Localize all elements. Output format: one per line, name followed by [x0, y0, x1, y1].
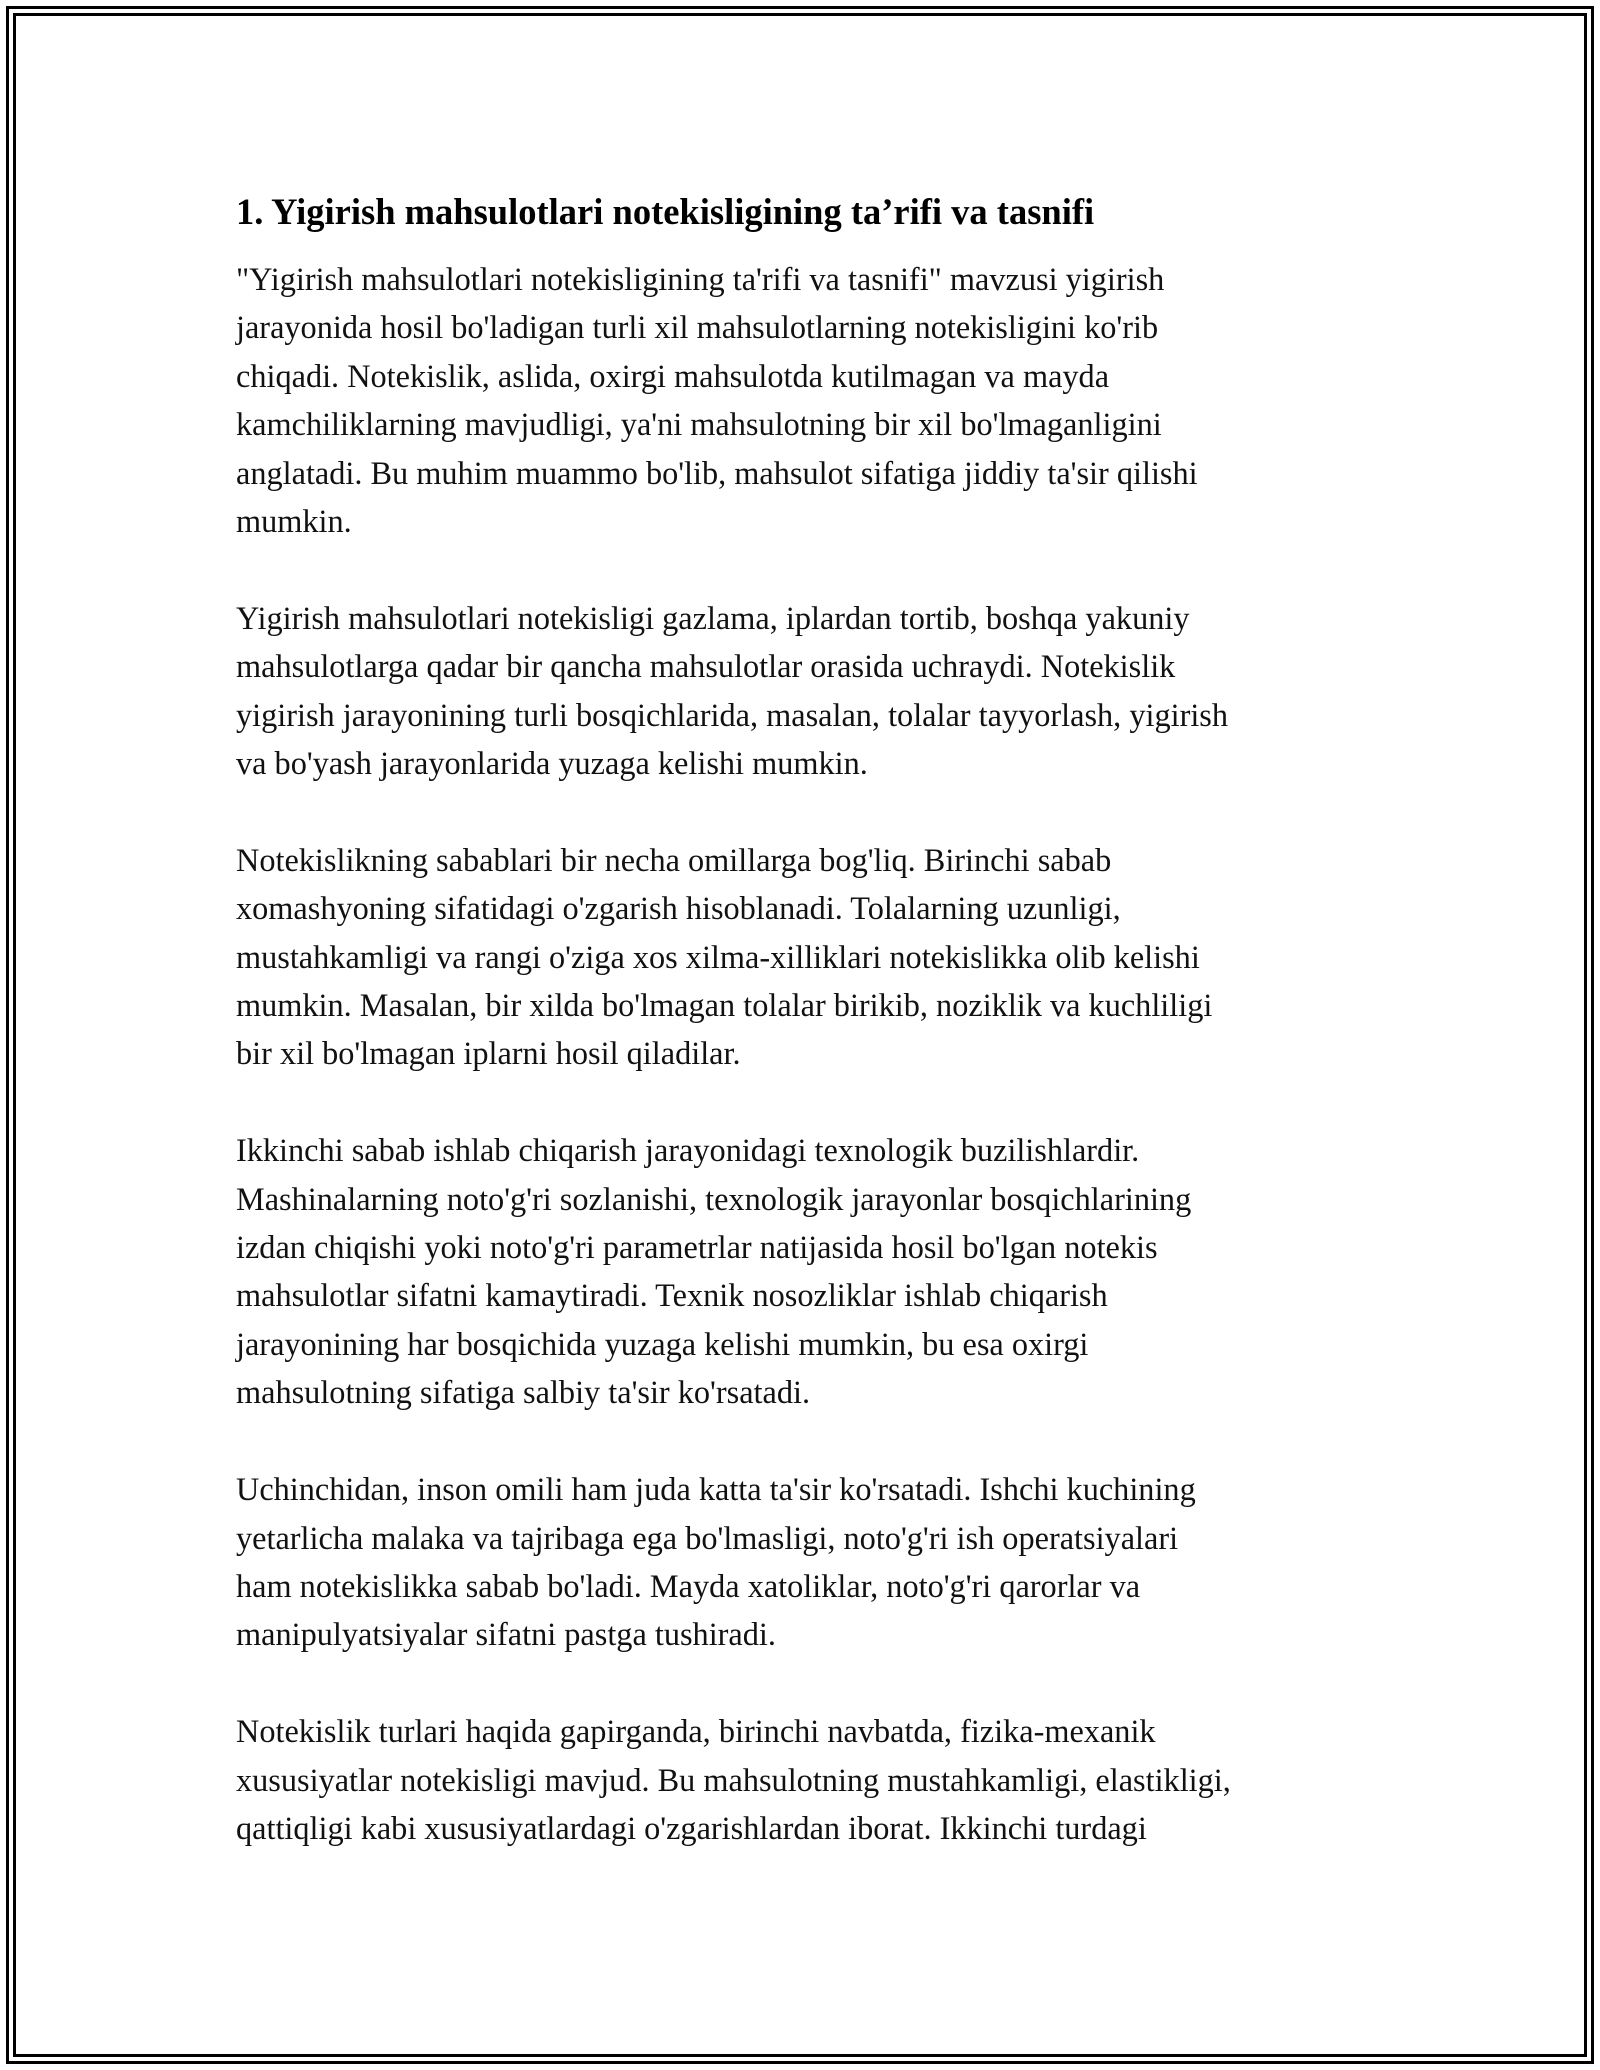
- text-line: manipulyatsiyalar sifatni pastga tushiradi.: [236, 1616, 776, 1653]
- document-body: [236, 185, 1376, 1901]
- text-line: Yigirish mahsulotlari notekisligi gazlama, iplardan tortib, boshqa yakuniy: [236, 599, 1190, 636]
- section-heading: 1. Yigirish mahsulotlari notekisligining ta’rifi va tasnifi: [236, 191, 1095, 232]
- text-line: yetarlicha malaka va tajribaga ega bo'lmasligi, noto'g'ri ish operatsiyalari: [236, 1519, 1179, 1556]
- text-line: mumkin. Masalan, bir xilda bo'lmagan tolalar birikib, noziklik va kuchliligi: [236, 987, 1213, 1024]
- text-line: izdan chiqishi yoki noto'g'ri parametrlar natijasida hosil bo'lgan notekis: [236, 1229, 1158, 1266]
- text-line: mahsulotlarga qadar bir qancha mahsulotlar orasida uchraydi. Notekislik: [236, 648, 1176, 685]
- text-line: va bo'yash jarayonlarida yuzaga kelishi mumkin.: [236, 745, 868, 782]
- text-line: Notekislik turlari haqida gapirganda, birinchi navbatda, fizika-mexanik: [236, 1713, 1156, 1750]
- text-line: xomashyoning sifatidagi o'zgarish hisoblanadi. Tolalarning uzunligi,: [236, 890, 1121, 927]
- paragraph: [236, 1465, 1376, 1659]
- text-line: Mashinalarning noto'g'ri sozlanishi, texnologik jarayonlar bosqichlarining: [236, 1180, 1192, 1217]
- text-line: mahsulotlar sifatni kamaytiradi. Texnik nosozliklar ishlab chiqarish: [236, 1277, 1108, 1314]
- text-line: mahsulotning sifatiga salbiy ta'sir ko'rsatadi.: [236, 1374, 811, 1411]
- text-line: jarayonining har bosqichida yuzaga kelishi mumkin, bu esa oxirgi: [236, 1325, 1089, 1362]
- paragraph: [236, 255, 1376, 545]
- text-line: mumkin.: [236, 503, 352, 540]
- paragraph: [236, 1126, 1376, 1416]
- text-line: Notekislikning sabablari bir necha omillarga bog'liq. Birinchi sabab: [236, 841, 1112, 878]
- paragraph-list: [236, 255, 1376, 1852]
- text-line: xususiyatlar notekisligi mavjud. Bu mahsulotning mustahkamligi, elastikligi,: [236, 1761, 1231, 1798]
- text-line: ham notekislikka sabab bo'ladi. Mayda xatoliklar, noto'g'ri qarorlar va: [236, 1567, 1141, 1604]
- text-line: yigirish jarayonining turli bosqichlarida, masalan, tolalar tayyorlash, yigirish: [236, 696, 1229, 733]
- text-line: Uchinchidan, inson omili ham juda katta ta'sir ko'rsatadi. Ishchi kuchining: [236, 1471, 1196, 1508]
- text-line: jarayonida hosil bo'ladigan turli xil mahsulotlarning notekisligini ko'rib: [236, 309, 1159, 346]
- paragraph: [236, 836, 1376, 1078]
- text-line: kamchiliklarning mavjudligi, ya'ni mahsulotning bir xil bo'lmaganligini: [236, 406, 1162, 443]
- paragraph: [236, 594, 1376, 788]
- paragraph: [236, 1707, 1376, 1852]
- text-line: "Yigirish mahsulotlari notekisligining ta'rifi va tasnifi" mavzusi yigirish: [236, 261, 1165, 297]
- text-line: chiqadi. Notekislik, aslida, oxirgi mahsulotda kutilmagan va mayda: [236, 357, 1110, 394]
- text-line: mustahkamligi va rangi o'ziga xos xilma-xilliklari notekislikka olib kelishi: [236, 938, 1200, 975]
- text-line: Ikkinchi sabab ishlab chiqarish jarayonidagi texnologik buzilishlardir.: [236, 1132, 1140, 1169]
- text-line: qattiqligi kabi xususiyatlardagi o'zgarishlardan iborat. Ikkinchi turdagi: [236, 1809, 1147, 1846]
- text-line: bir xil bo'lmagan iplarni hosil qiladilar.: [236, 1035, 741, 1072]
- text-line: anglatadi. Bu muhim muammo bo'lib, mahsulot sifatiga jiddiy ta'sir qilishi: [236, 454, 1198, 491]
